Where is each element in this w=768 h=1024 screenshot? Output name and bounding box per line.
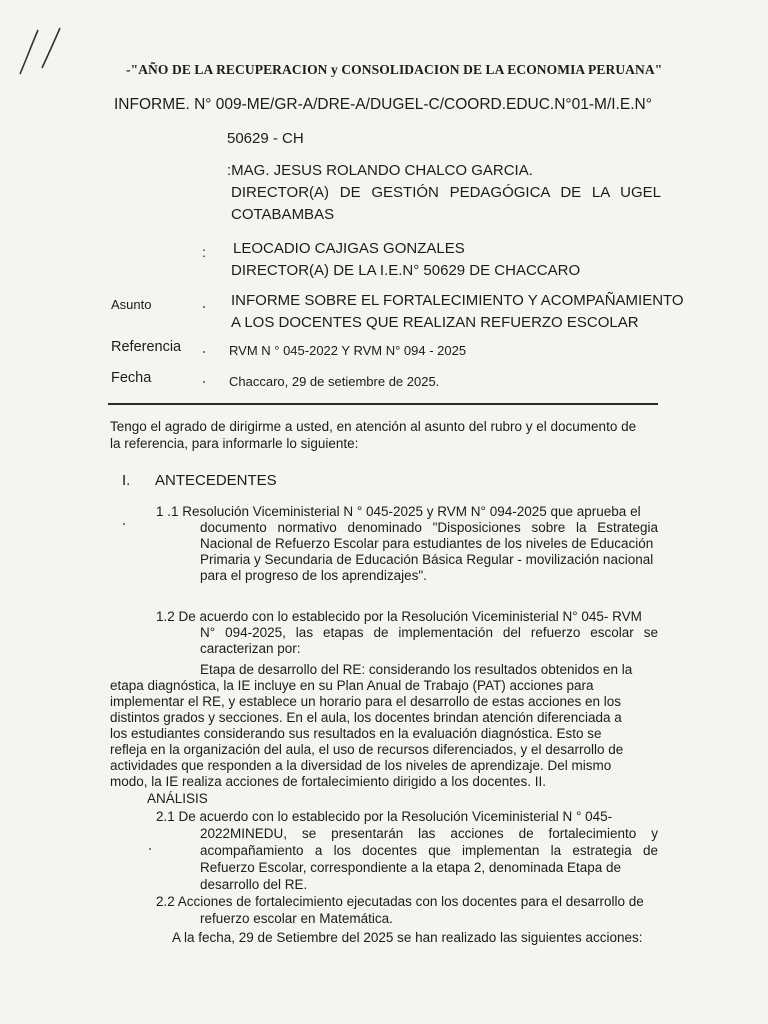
p12-body-line8: modo, la IE realiza acciones de fortalecimiento dirigido a los docentes. II. (110, 774, 546, 789)
sender-role: DIRECTOR(A) DE LA I.E.N° 50629 DE CHACCARO (231, 262, 581, 279)
p12-body-line7: actividades que responden a la diversidad de los niveles de aprendizaje. Del mismo (110, 758, 612, 773)
p12-body-line5: los estudiantes considerando sus resultados en la evaluación diagnóstica. Esto se (110, 726, 602, 741)
p12-line1: 1.2 De acuerdo con lo establecido por la Resolución Viceministerial N° 045- RVM (156, 609, 642, 624)
report-number: INFORME. N° 009-ME/GR-A/DRE-A/DUGEL-C/COORD.EDUC.N°01-M/I.E.N° (114, 96, 652, 113)
p11-line5: para el progreso de los aprendizajes". (200, 568, 427, 583)
p12-line2: N° 094-2025, las etapas de implementación del refuerzo escolar se (200, 625, 658, 640)
section1-title: ANTECEDENTES (155, 472, 277, 489)
p12-body-line3: implementar el RE, y establece un horario para el desarrollo de estas acciones en los (110, 694, 622, 709)
p11-line1: 1 .1 Resolución Viceministerial N ° 045-2025 y RVM N° 094-2025 que aprueba el (156, 504, 641, 519)
addressee-role: DIRECTOR(A) DE GESTIÓN PEDAGÓGICA DE LA UGEL (231, 184, 661, 201)
addressee-name: :MAG. JESUS ROLANDO CHALCO GARCIA. (227, 162, 533, 179)
divider (108, 403, 658, 405)
p12-body-line6: refleja en la organización del aula, el uso de recursos diferenciados, y el desarrollo de (110, 742, 624, 757)
p11-line4: Primaria y Secundaria de Educación Básica Regular - movilización nacional (200, 552, 654, 567)
p12-body-line4: distintos grados y secciones. En el aula, los docentes brindan atención diferenciada a (110, 710, 622, 725)
p11-line2: documento normativo denominado "Disposiciones sobre la Estrategia (200, 520, 658, 535)
fecha-label: Fecha (111, 370, 152, 386)
p12-body-line1: Etapa de desarrollo del RE: considerando los resultados obtenidos en la (200, 662, 633, 677)
intro-line1: Tengo el agrado de dirigirme a usted, en atención al asunto del rubro y el documento de (110, 419, 637, 434)
referencia-label: Referencia (111, 339, 182, 355)
asunto-line2: A LOS DOCENTES QUE REALIZAN REFUERZO ESCOLAR (231, 314, 639, 331)
asunto-label: Asunto (111, 297, 152, 312)
fecha-value: Chaccaro, 29 de setiembre de 2025. (229, 374, 440, 389)
closing-line: A la fecha, 29 de Setiembre del 2025 se han realizado las siguientes acciones: (172, 930, 643, 945)
section1-number: I. (122, 472, 131, 489)
section2-title: ANÁLISIS (147, 791, 208, 806)
p12-line3: caracterizan por: (200, 641, 301, 656)
addressee-unit: COTABAMBAS (231, 206, 335, 223)
sender-colon: : (202, 244, 206, 260)
p22-line2: refuerzo escolar en Matemática. (200, 911, 393, 926)
asunto-line1: INFORME SOBRE EL FORTALECIMIENTO Y ACOMPAÑAMIENTO (231, 292, 684, 309)
referencia-value: RVM N ° 045-2022 Y RVM N° 094 - 2025 (229, 343, 467, 358)
p21-line5: desarrollo del RE. (200, 877, 308, 892)
p21-line2: 2022MINEDU, se presentarán las acciones de fortalecimiento y (200, 826, 658, 841)
motto-header: -"AÑO DE LA RECUPERACION y CONSOLIDACION DE LA ECONOMIA PERUANA" (126, 62, 663, 77)
p12-body-line2: etapa diagnóstica, la IE incluye en su Plan Anual de Trabajo (PAT) acciones para (110, 678, 594, 693)
p21-line4: Refuerzo Escolar, correspondiente a la etapa 2, denominada Etapa de (200, 860, 622, 875)
p21-line3: acompañamiento a los docentes que implementan la estrategia de (200, 843, 658, 858)
p21-line1: 2.1 De acuerdo con lo establecido por la Resolución Viceministerial N ° 045- (156, 809, 613, 824)
intro-line2: la referencia, para informarle lo siguiente: (110, 436, 359, 451)
sender-name: LEOCADIO CAJIGAS GONZALES (233, 240, 465, 257)
report-number-cont: 50629 - CH (227, 130, 304, 147)
p22-line1: 2.2 Acciones de fortalecimiento ejecutadas con los docentes para el desarrollo de (156, 894, 644, 909)
handwritten-mark (8, 22, 68, 78)
p11-line3: Nacional de Refuerzo Escolar para estudiantes de los niveles de Educación (200, 536, 654, 551)
